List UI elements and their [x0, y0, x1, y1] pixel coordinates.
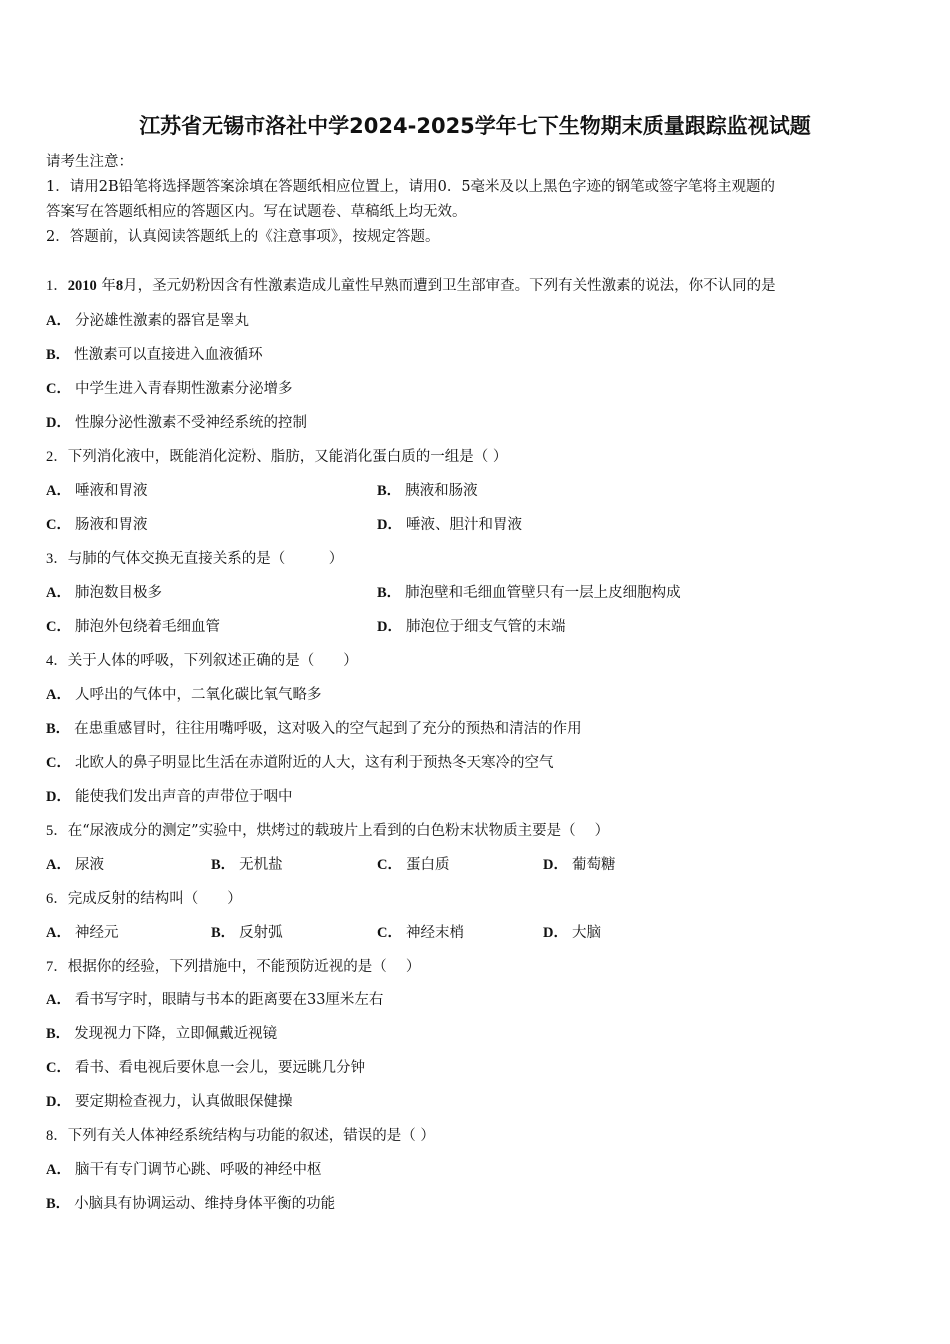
option-text: 唾液和胃液 [74, 483, 148, 499]
page-title: 江苏省无锡市洛社中学2024-2025学年七下生物期末质量跟踪监视试题 [139, 114, 811, 138]
option-letter: A． [46, 925, 71, 941]
option-B[interactable] [211, 923, 283, 943]
question-text: 年 [101, 278, 116, 294]
option-letter: D． [46, 1094, 71, 1110]
option-text: 分泌雄性激素的器官是睾丸 [74, 313, 249, 329]
option-text: 反射弧 [239, 925, 283, 941]
option-B[interactable] [377, 583, 681, 603]
option-A[interactable] [46, 923, 118, 943]
option-letter: B． [377, 483, 402, 499]
option-D[interactable] [46, 413, 307, 433]
question-year: 2010 [67, 278, 97, 294]
option-letter: B． [46, 1196, 71, 1212]
option-letter: B． [211, 925, 236, 941]
option-text: 性腺分泌性激素不受神经系统的控制 [74, 415, 307, 431]
option-B[interactable] [46, 345, 263, 365]
option-letter: C． [46, 517, 71, 533]
question-2-stem [46, 447, 507, 467]
option-text: 能使我们发出声音的声带位于咽中 [74, 789, 293, 805]
question-number: 1． [46, 278, 68, 294]
option-letter: C． [46, 619, 71, 635]
question-text: 关于人体的呼吸，下列叙述正确的是（ ） [67, 653, 358, 669]
option-A[interactable] [46, 1160, 321, 1180]
option-text: 肺泡位于细支气管的末端 [405, 619, 566, 635]
question-number: 8． [46, 1128, 68, 1144]
option-letter: B． [46, 347, 71, 363]
option-text: 葡萄糖 [571, 857, 616, 873]
option-letter: C． [377, 925, 402, 941]
option-text: 尿液 [74, 857, 104, 873]
option-A[interactable] [46, 685, 321, 705]
option-text: 性激素可以直接进入血液循环 [74, 347, 263, 363]
option-D[interactable] [377, 515, 522, 535]
question-1-stem [46, 276, 776, 296]
option-B[interactable] [377, 481, 478, 501]
notice-heading: 请考生注意： [46, 154, 133, 170]
option-letter: D． [377, 619, 402, 635]
option-text: 神经元 [74, 925, 119, 941]
option-letter: A． [46, 992, 71, 1008]
question-text: 根据你的经验，下列措施中，不能预防近视的是（ ） [67, 959, 421, 975]
option-text: 看书、看电视后要休息一会儿，要远眺几分钟 [74, 1060, 365, 1076]
option-D[interactable] [543, 923, 601, 943]
option-A[interactable] [46, 311, 249, 331]
option-C[interactable] [377, 855, 449, 875]
question-number: 3． [46, 551, 68, 567]
notice-line: 2．答题前，认真阅读答题纸上的《注意事项》，按规定答题。 [46, 229, 440, 245]
question-5-stem [46, 821, 609, 841]
question-text: 下列消化液中，既能消化淀粉、脂肪，又能消化蛋白质的一组是（ ） [67, 449, 508, 465]
option-letter: C． [377, 857, 402, 873]
option-text: 肺泡数目极多 [74, 585, 162, 601]
option-C[interactable] [46, 515, 147, 535]
option-text: 蛋白质 [405, 857, 450, 873]
question-8-stem [46, 1126, 435, 1146]
notice-line: 答案写在答题纸相应的答题区内。写在试题卷、草稿纸上均无效。 [46, 204, 467, 220]
option-letter: D． [377, 517, 402, 533]
option-text: 胰液和肠液 [405, 483, 478, 499]
option-text: 人呼出的气体中，二氧化碳比氧气略多 [74, 687, 322, 703]
option-letter: C． [46, 381, 71, 397]
option-letter: D． [543, 857, 568, 873]
option-text: 发现视力下降，立即佩戴近视镜 [74, 1026, 278, 1042]
option-letter: B． [46, 721, 71, 737]
option-D[interactable] [377, 617, 565, 637]
option-text: 神经末梢 [405, 925, 464, 941]
option-B[interactable] [46, 719, 582, 739]
option-text: 肺泡壁和毛细血管壁只有一层上皮细胞构成 [405, 585, 681, 601]
question-number: 4． [46, 653, 68, 669]
option-A[interactable] [46, 990, 383, 1010]
option-text: 无机盐 [239, 857, 283, 873]
option-letter: A． [46, 857, 71, 873]
option-A[interactable] [46, 855, 104, 875]
question-7-stem [46, 957, 420, 977]
option-letter: A． [46, 483, 71, 499]
option-B[interactable] [46, 1024, 277, 1044]
question-3-stem [46, 549, 343, 569]
option-letter: B． [46, 1026, 71, 1042]
option-text: 大脑 [571, 925, 601, 941]
question-text: 与肺的气体交换无直接关系的是（ ） [67, 551, 344, 567]
option-letter: B． [211, 857, 236, 873]
question-4-stem [46, 651, 358, 671]
option-text: 北欧人的鼻子明显比生活在赤道附近的人大，这有利于预热冬天寒冷的空气 [74, 755, 554, 771]
option-letter: D． [46, 789, 71, 805]
question-text: 在“尿液成分的测定”实验中，烘烤过的载玻片上看到的白色粉末状物质主要是（ ） [67, 823, 610, 839]
question-month: 8 [115, 278, 124, 294]
option-letter: B． [377, 585, 402, 601]
question-text: 下列有关人体神经系统结构与功能的叙述，错误的是（ ） [67, 1128, 435, 1144]
option-A[interactable] [46, 481, 147, 501]
notice-line: 1．请用2B铅笔将选择题答案涂填在答题纸相应位置上，请用0．5毫米及以上黑色字迹的钢笔或签字笔将主观题的 [46, 179, 776, 195]
option-letter: D． [543, 925, 568, 941]
option-letter: D． [46, 415, 71, 431]
option-D[interactable] [46, 787, 292, 807]
option-B[interactable] [211, 855, 283, 875]
option-D[interactable] [543, 855, 615, 875]
option-text: 看书写字时，眼睛与书本的距离要在33厘米左右 [74, 992, 384, 1008]
option-letter: A． [46, 687, 71, 703]
question-number: 2． [46, 449, 68, 465]
option-letter: A． [46, 313, 71, 329]
option-text: 中学生进入青春期性激素分泌增多 [74, 381, 293, 397]
option-C[interactable] [46, 753, 553, 773]
option-letter: C． [46, 755, 71, 771]
option-text: 脑干有专门调节心跳、呼吸的神经中枢 [74, 1162, 322, 1178]
option-text: 肠液和胃液 [74, 517, 148, 533]
question-number: 5． [46, 823, 68, 839]
option-D[interactable] [46, 1092, 292, 1112]
option-C[interactable] [46, 617, 220, 637]
option-A[interactable] [46, 583, 162, 603]
option-letter: A． [46, 585, 71, 601]
question-text: 完成反射的结构叫（ ） [67, 891, 242, 907]
option-C[interactable] [377, 923, 464, 943]
question-number: 7． [46, 959, 68, 975]
option-text: 唾液、胆汁和胃液 [405, 517, 522, 533]
option-letter: C． [46, 1060, 71, 1076]
question-number: 6． [46, 891, 68, 907]
option-text: 肺泡外包绕着毛细血管 [74, 619, 220, 635]
option-C[interactable] [46, 1058, 365, 1078]
option-C[interactable] [46, 379, 292, 399]
option-text: 在患重感冒时，往往用嘴呼吸，这对吸入的空气起到了充分的预热和清洁的作用 [74, 721, 582, 737]
question-6-stem [46, 889, 242, 909]
option-text: 要定期检查视力，认真做眼保健操 [74, 1094, 293, 1110]
option-B[interactable] [46, 1194, 335, 1214]
question-text: 月，圣元奶粉因含有性激素造成儿童性早熟而遭到卫生部审查。下列有关性激素的说法，你不认同的是 [123, 278, 776, 294]
option-text: 小脑具有协调运动、维持身体平衡的功能 [74, 1196, 336, 1212]
option-letter: A． [46, 1162, 71, 1178]
